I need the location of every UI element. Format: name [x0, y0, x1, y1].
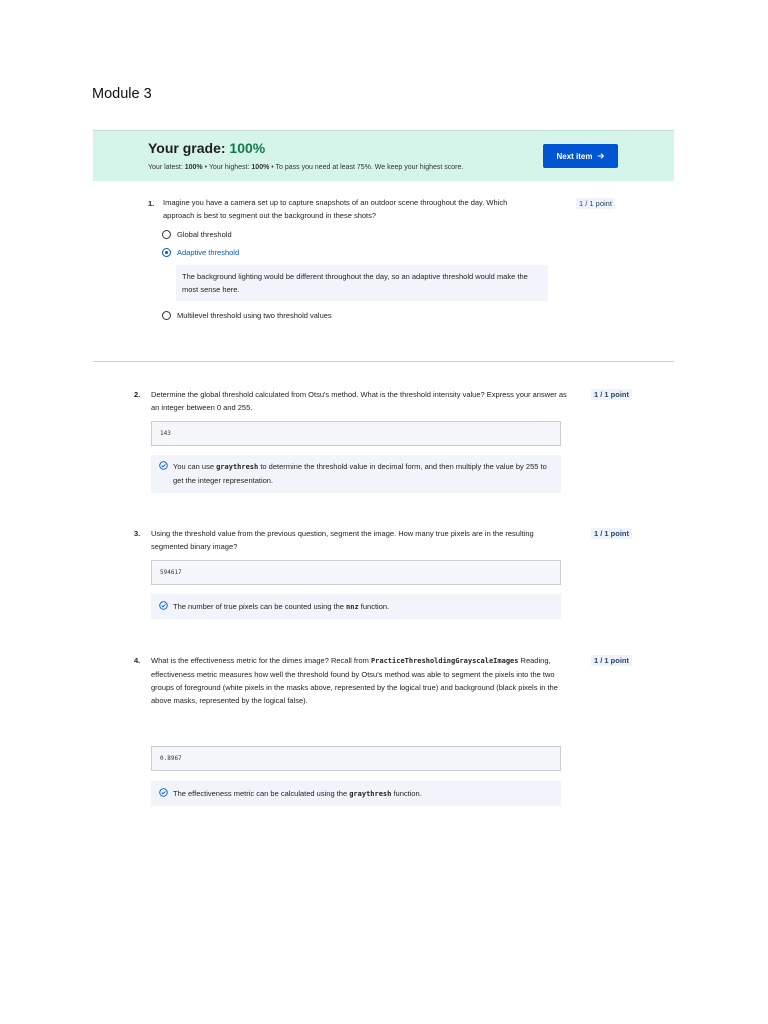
option-global-threshold[interactable]: [162, 230, 232, 239]
separator: •: [202, 164, 209, 171]
question-3-text: Using the threshold value from the previous question, segment the image. How many true pixels are in the resulting segmented binary image?: [151, 529, 534, 551]
question-2-points: 1 / 1 point: [591, 389, 632, 400]
question-1-feedback: [176, 265, 548, 301]
feedback-text: [173, 600, 553, 614]
radio-unselected[interactable]: [162, 230, 171, 239]
check-circle-icon: [159, 788, 168, 797]
question-3-number: 3.: [134, 529, 141, 538]
radio-selected[interactable]: [162, 248, 171, 257]
option-label: Adaptive threshold: [177, 248, 240, 257]
highest-label: Your highest:: [208, 164, 252, 171]
feedback-text: [173, 787, 553, 801]
arrow-right-icon: [597, 152, 605, 160]
question-4-feedback: [151, 781, 561, 806]
option-label: Global threshold: [177, 230, 232, 239]
check-circle-icon: [159, 601, 168, 610]
question-1-points: 1 / 1 point: [576, 198, 615, 209]
question-2-text: Determine the global threshold calculated from Otsu's method. What is the threshold intensity value? Express your answer as an integer between 0 and 255.: [151, 390, 567, 412]
pass-text: To pass you need at least 75%. We keep your highest score.: [275, 164, 464, 171]
code-graythresh: graythresh: [349, 790, 392, 798]
question-3-points: 1 / 1 point: [591, 528, 632, 539]
grade-summary: [148, 164, 463, 171]
question-1-text: Imagine you have a camera set up to capture snapshots of an outdoor scene throughout the day. Which approach is best to segment out the background in these shots?: [163, 198, 508, 220]
feedback-text-part: to determine the threshold value in decimal form, and then multiply the value by 255 to get the integer representation.: [173, 462, 547, 485]
question-1-number: 1.: [148, 199, 155, 208]
check-circle-icon: [159, 461, 168, 470]
feedback-text-part: You can use: [173, 462, 217, 471]
grade-title: [148, 140, 265, 156]
code-reading-name: PracticeThresholdingGrayscaleImages: [370, 657, 519, 665]
separator: •: [269, 164, 276, 171]
question-2-number: 2.: [134, 390, 141, 399]
latest-label: Your latest:: [148, 164, 185, 171]
grade-banner: [93, 130, 674, 181]
grade-percent: 100%: [229, 140, 266, 156]
code-nnz: nnz: [346, 603, 359, 611]
feedback-text-part: The effectiveness metric can be calculated using the: [173, 789, 350, 798]
latest-value: 100%: [184, 164, 203, 171]
question-2-answer-field[interactable]: 143: [151, 421, 561, 446]
question-text-part: Reading, effectiveness metric measures how well the threshold found by Otsu's method was able to segment the pixels into the two groups of foreground (white pixels in the masks above, represented by the logical true) and background (black pixels in the above masks, represented by the logical false).: [151, 656, 558, 705]
option-adaptive-threshold[interactable]: [162, 248, 239, 257]
feedback-text-part: The number of true pixels can be counted using the: [173, 602, 347, 611]
question-text-part: What is the effectiveness metric for the dimes image? Recall from: [151, 656, 371, 665]
next-item-label: Next item: [556, 151, 593, 161]
highest-value: 100%: [251, 164, 270, 171]
option-multilevel-threshold[interactable]: [162, 311, 332, 320]
option-label: Multilevel threshold using two threshold values: [177, 311, 332, 320]
section-divider: [93, 361, 674, 362]
feedback-text: [173, 460, 553, 487]
next-item-button[interactable]: [543, 144, 618, 168]
question-3-feedback: [151, 594, 561, 619]
question-2-feedback: [151, 455, 561, 493]
question-4-text: [151, 654, 563, 707]
feedback-text-part: function.: [358, 602, 390, 611]
question-3-answer-field[interactable]: 594617: [151, 560, 561, 585]
code-graythresh: graythresh: [216, 463, 259, 471]
question-4-points: 1 / 1 point: [591, 655, 632, 666]
radio-unselected[interactable]: [162, 311, 171, 320]
question-4-number: 4.: [134, 656, 141, 665]
feedback-text-part: function.: [391, 789, 422, 798]
page-heading: Module 3: [92, 86, 152, 102]
question-4-answer-field[interactable]: 0.8967: [151, 746, 561, 771]
grade-title-label: Your grade:: [148, 140, 230, 156]
feedback-text: The background lighting would be different throughout the day, so an adaptive threshold would make the most sense here.: [182, 272, 528, 294]
